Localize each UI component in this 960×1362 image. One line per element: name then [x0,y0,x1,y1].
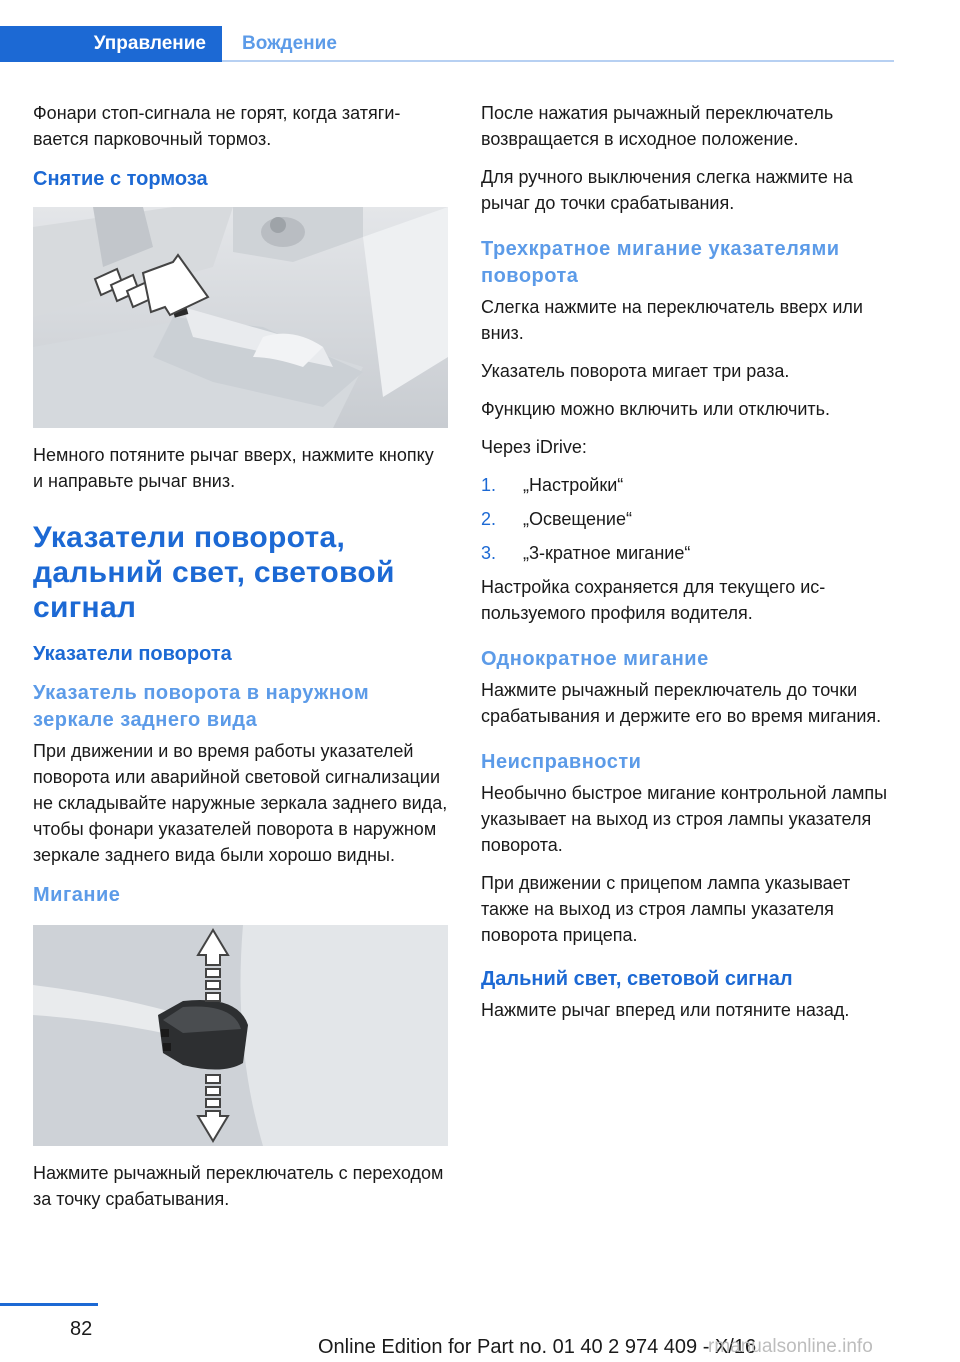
after-press-paragraph: После нажатия рычажный переключатель возвращается в исходное положение. [481,103,834,149]
step-text: „3-кратное мигание“ [523,543,691,563]
blink-paragraph: Нажмите рычажный переключатель с переходом за точку срабатывания. [33,1163,444,1209]
header-bar [0,0,960,64]
list-item [481,506,896,532]
step-number: 1. [481,475,497,495]
idrive-paragraph: Через iDrive: [481,437,587,457]
single-paragraph: Нажмите рычажный переключатель до точки срабатывания и держите его во время мигания. [481,680,882,726]
step-text: „Настройки“ [523,475,624,495]
list-item [481,472,896,498]
step-number: 3. [481,543,497,563]
edition-note: Online Edition for Part no. 01 40 2 974 409 - X/16 [318,1336,757,1358]
saved-paragraph: Настройка сохраняется для текущего используемого профиля водителя. [481,577,826,623]
step-number: 2. [481,509,497,529]
left-column [33,100,448,1224]
heading-release: Снятие с тормоза [33,168,208,190]
triple-paragraph-1: Слегка нажмите на переключатель вверх или вниз. [481,297,863,343]
idrive-steps [481,472,896,566]
tab-driving[interactable]: Вождение [242,33,337,54]
list-item [481,540,896,566]
heading-faults: Неисправности [481,751,642,773]
turn-stalk-figure [33,925,448,1146]
high-beam-paragraph: Нажмите рычаг вперед или потяните назад. [481,1000,850,1020]
watermark: rmanualsonline.info [708,1336,873,1357]
right-column [481,100,896,1035]
step-text: „Освещение“ [523,509,632,529]
page-number: 82 [70,1318,93,1340]
triple-paragraph-3: Функцию можно включить или отключить. [481,399,831,419]
header-divider [222,60,894,62]
heading-mirror-signal: Указатель поворота в наружном зеркале заднего вида [33,682,370,731]
heading-main: Указатели поворота, дальний свет, световой сигнал [33,521,395,624]
tab-controls[interactable]: Управление [0,26,222,62]
mirror-paragraph: При движении и во время работы указателей поворота или аварийной световой сигнализации не складывайте наружные зеркала заднего вида, чтобы фонари указателей поворота в наружном зеркале заднего вида были хорошо видны. [33,741,448,865]
intro-paragraph: Фонари стоп-сигнала не горят, когда затягивается парковочный тормоз. [33,103,401,149]
handbrake-lever-arrow-icon [33,207,448,428]
heading-turn-signals: Указатели поворота [33,643,232,665]
fault-paragraph-2: При движении с прицепом лампа указывает также на выход из строя лампы указателя поворота прицепа. [481,873,851,945]
heading-triple-blink: Трехкратное мигание указателями поворота [481,238,840,287]
turn-signal-stalk-up-down-arrows-icon [33,925,448,1146]
fault-paragraph-1: Необычно быстрое мигание контрольной лампы указывает на выход из строя лампы указателя поворота. [481,783,888,855]
triple-paragraph-2: Указатель поворота мигает три раза. [481,361,790,381]
heading-blinking: Мигание [33,884,121,906]
manual-off-paragraph: Для ручного выключения слегка нажмите на рычаг до точки срабатывания. [481,167,853,213]
heading-high-beam: Дальний свет, световой сигнал [481,968,793,990]
handbrake-figure [33,207,448,428]
release-paragraph: Немного потяните рычаг вверх, нажмите кнопку и направьте рычаг вниз. [33,445,434,491]
heading-single-blink: Однократное мигание [481,648,709,670]
footer-divider [0,1303,98,1306]
